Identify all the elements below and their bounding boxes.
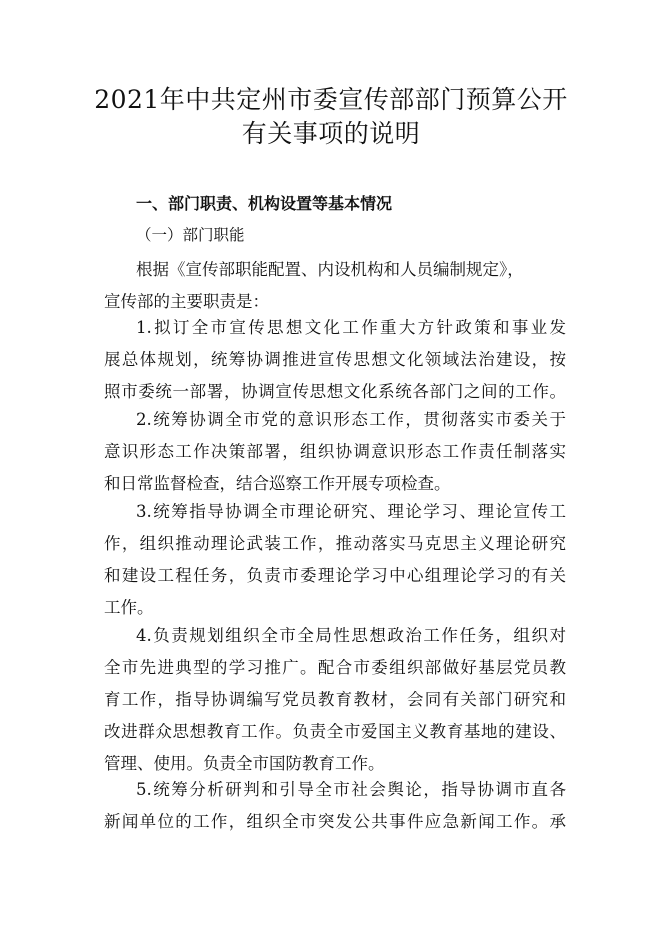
paragraph-line: 5.统筹分析研判和引导全市社会舆论，指导协调市直各 [136,780,566,799]
paragraph-line: 意识形态工作决策部署，组织协调意识形态工作责任制落实 [104,442,566,461]
paragraph-line: 宣传部的主要职责是： [104,292,269,311]
section-heading: 一、部门职责、机构设置等基本情况 [136,194,393,213]
subsection-heading: （一）部门职能 [136,226,245,244]
paragraph-duty-2 [104,404,566,500]
paragraph-line: 全市先进典型的学习推广。配合市委组织部做好基层党员教 [104,658,566,677]
document-title-line-1: 2021年中共定州市委宣传部部门预算公开 [94,85,568,114]
paragraph-intro [104,254,566,318]
paragraph-line: 改进群众思想教育工作。负责全市爱国主义教育基地的建设、 [104,722,566,741]
paragraph-line: 作，组织推动理论武装工作，推动落实马克思主义理论研究 [104,534,566,553]
paragraph-line: 照市委统一部署，协调宣传思想文化系统各部门之间的工作。 [104,382,566,401]
paragraph-line: 展总体规划，统筹协调推进宣传思想文化领域法治建设，按 [104,350,566,369]
paragraph-duty-4 [104,620,566,780]
paragraph-line: 2.统筹协调全市党的意识形态工作，贯彻落实市委关于 [136,410,566,429]
paragraph-line: 新闻单位的工作，组织全市突发公共事件应急新闻工作。承 [104,812,566,831]
paragraph-duty-5 [104,774,566,838]
paragraph-duty-3 [104,496,566,624]
document-title-line-2: 有关事项的说明 [241,119,421,148]
paragraph-line: 和日常监督检查，结合巡察工作开展专项检查。 [104,474,451,493]
paragraph-line: 和建设工程任务，负责市委理论学习中心组理论学习的有关 [104,566,566,585]
paragraph-line: 4.负责规划组织全市全局性思想政治工作任务，组织对 [136,626,566,645]
paragraph-line: 3.统筹指导协调全市理论研究、理论学习、理论宣传工 [136,502,566,521]
paragraph-line: 工作。 [104,598,154,617]
paragraph-line: 1.拟订全市宣传思想文化工作重大方针政策和事业发 [136,318,566,337]
paragraph-line: 管理、使用。负责全市国防教育工作。 [104,754,385,773]
paragraph-duty-1 [104,312,566,408]
paragraph-line: 育工作，指导协调编写党员教育教材，会同有关部门研究和 [104,690,566,709]
paragraph-line: 根据《宣传部职能配置、内设机构和人员编制规定》， [136,260,524,279]
